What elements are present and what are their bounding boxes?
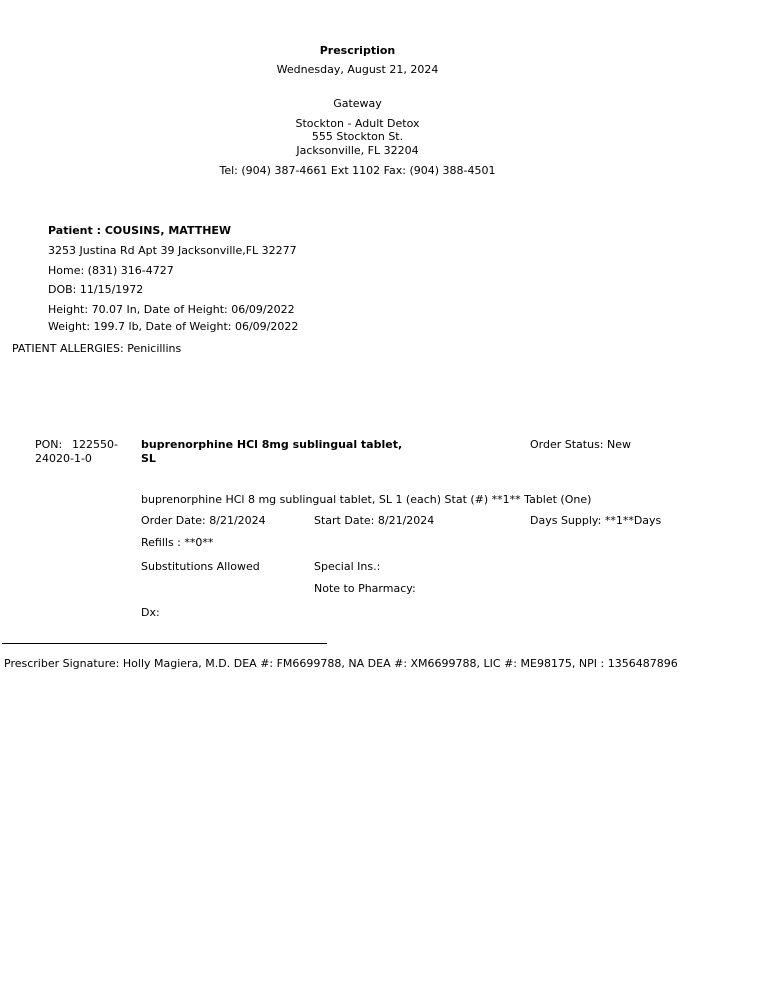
- start-date: Start Date: 8/21/2024: [314, 514, 435, 527]
- pon-value-line1: 122550-: [72, 438, 118, 451]
- drug-name-line2: SL: [141, 452, 156, 465]
- document-date: Wednesday, August 21, 2024: [276, 63, 439, 76]
- diagnosis: Dx:: [141, 606, 160, 619]
- special-instructions: Special Ins.:: [314, 560, 381, 573]
- facility-contact: Tel: (904) 387-4661 Ext 1102 Fax: (904) 388-4501: [219, 164, 496, 177]
- pon-value-line2: 24020-1-0: [35, 452, 92, 465]
- order-date: Order Date: 8/21/2024: [141, 514, 266, 527]
- signature-line: [2, 643, 327, 644]
- patient-home-phone: Home: (831) 316-4727: [48, 264, 174, 277]
- facility-name: Stockton - Adult Detox: [295, 117, 420, 130]
- facility-street: 555 Stockton St.: [311, 130, 404, 143]
- order-status: Order Status: New: [530, 438, 632, 451]
- facility-city: Jacksonville, FL 32204: [296, 144, 419, 157]
- organization-name: Gateway: [333, 97, 382, 110]
- patient-weight: Weight: 199.7 lb, Date of Weight: 06/09/2022: [48, 320, 299, 333]
- days-supply: Days Supply: **1**Days: [530, 514, 662, 527]
- refills: Refills : **0**: [141, 536, 214, 549]
- patient-dob: DOB: 11/15/1972: [48, 283, 144, 296]
- document-title: Prescription: [319, 44, 396, 57]
- patient-height: Height: 70.07 In, Date of Height: 06/09/2022: [48, 303, 295, 316]
- patient-allergies: PATIENT ALLERGIES: Penicillins: [12, 342, 182, 355]
- note-to-pharmacy: Note to Pharmacy:: [314, 582, 416, 595]
- substitutions: Substitutions Allowed: [141, 560, 260, 573]
- patient-address: 3253 Justina Rd Apt 39 Jacksonville,FL 32277: [48, 244, 297, 257]
- drug-name-line1: buprenorphine HCl 8mg sublingual tablet,: [141, 438, 403, 451]
- patient-name: Patient : COUSINS, MATTHEW: [48, 224, 232, 237]
- prescriber-signature: Prescriber Signature: Holly Magiera, M.D. DEA #: FM6699788, NA DEA #: XM6699788, LIC #: ME98175, NPI : 1356487896: [4, 657, 678, 670]
- pon-label: PON:: [35, 438, 63, 451]
- drug-sig: buprenorphine HCl 8 mg sublingual tablet, SL 1 (each) Stat (#) **1** Tablet (One): [141, 493, 592, 506]
